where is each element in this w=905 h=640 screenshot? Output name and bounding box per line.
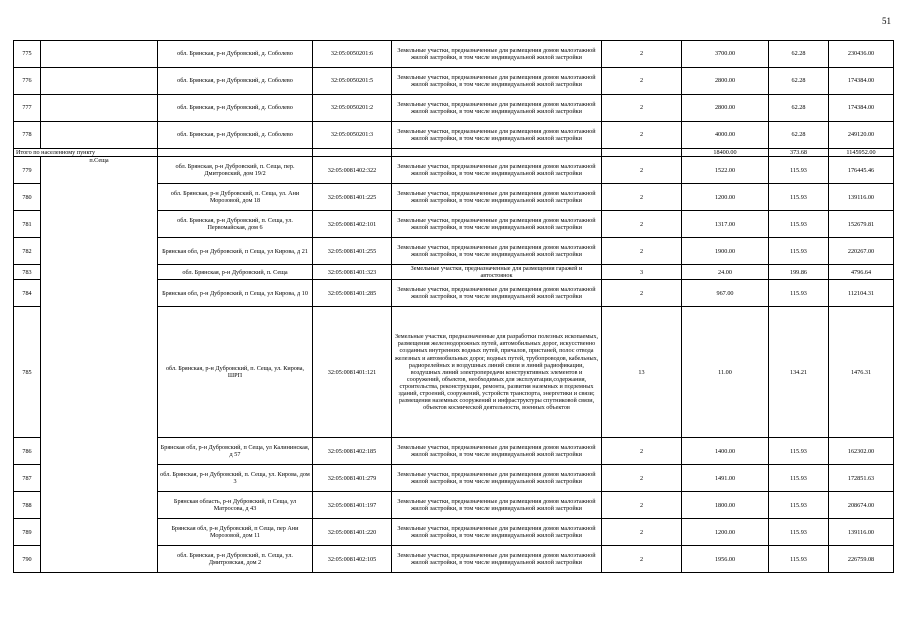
purpose-cell: Земельные участки, предназначенные для размещения домов малоэтажной жилой застройки, в том числе индивидуальной жилой застройки <box>392 238 602 265</box>
page-number: 51 <box>882 16 891 26</box>
cadastral-number: 32:05:0081401:323 <box>313 265 392 280</box>
cadastral-number: 32:05:0081401:121 <box>313 307 392 438</box>
sum-cell: 174384.00 <box>829 95 894 122</box>
sum-cell: 112104.31 <box>829 280 894 307</box>
cadastral-number: 32:05:0081401:197 <box>313 492 392 519</box>
group-cell: 2 <box>602 211 682 238</box>
address-cell: Брянская область, р-н Дубровский, п Сеща, ул Матросова, д 43 <box>158 492 313 519</box>
purpose-cell: Земельные участки, предназначенные для размещения домов малоэтажной жилой застройки, в том числе индивидуальной жилой застройки <box>392 546 602 573</box>
table-body <box>14 41 894 573</box>
row-number: 776 <box>14 68 41 95</box>
group-cell: 3 <box>602 265 682 280</box>
rate-cell: 115.93 <box>769 238 829 265</box>
area-cell: 1522.00 <box>682 157 769 184</box>
group-cell: 13 <box>602 307 682 438</box>
group-cell: 2 <box>602 519 682 546</box>
cadastral-number: 32:05:0081401:285 <box>313 280 392 307</box>
address-cell: обл. Брянская, р-н Дубровский, п. Сеща, ул. Кирова, ШРП <box>158 307 313 438</box>
rate-cell: 115.93 <box>769 211 829 238</box>
group-cell: 2 <box>602 157 682 184</box>
row-number: 788 <box>14 492 41 519</box>
rate-cell: 134.21 <box>769 307 829 438</box>
cadastral-number: 32:05:0081402:105 <box>313 546 392 573</box>
row-number: 784 <box>14 280 41 307</box>
group-cell: 2 <box>602 492 682 519</box>
cadastral-number: 32:05:0081401:220 <box>313 519 392 546</box>
purpose-cell: Земельные участки, предназначенные для размещения домов малоэтажной жилой застройки, в том числе индивидуальной жилой застройки <box>392 122 602 149</box>
address-cell: обл. Брянская, р-н Дубровский, п. Сеща, ул. Ани Морозовой, дом 18 <box>158 184 313 211</box>
area-cell: 11.00 <box>682 307 769 438</box>
row-number: 786 <box>14 438 41 465</box>
row-number: 779 <box>14 157 41 184</box>
sum-cell: 220267.00 <box>829 238 894 265</box>
address-cell: обл. Брянская, р-н Дубровский, д. Соболево <box>158 41 313 68</box>
address-cell: обл. Брянская, р-н Дубровский, д. Соболево <box>158 68 313 95</box>
table-row <box>14 157 894 184</box>
row-number: 777 <box>14 95 41 122</box>
area-cell: 2800.00 <box>682 95 769 122</box>
purpose-cell: Земельные участки, предназначенные для размещения домов малоэтажной жилой застройки, в том числе индивидуальной жилой застройки <box>392 211 602 238</box>
sum-cell: 162302.00 <box>829 438 894 465</box>
row-number: 787 <box>14 465 41 492</box>
row-number: 785 <box>14 307 41 438</box>
cadastral-number: 32:05:0050201:5 <box>313 68 392 95</box>
group-cell: 2 <box>602 238 682 265</box>
locality-cell <box>41 41 158 68</box>
address-cell: обл. Брянская, р-н Дубровский, д. Соболево <box>158 95 313 122</box>
subtotal-label: Итого по населенному пункту <box>14 149 158 157</box>
row-number: 778 <box>14 122 41 149</box>
rate-cell: 62.28 <box>769 122 829 149</box>
cadastral-number: 32:05:0050201:6 <box>313 41 392 68</box>
group-cell: 2 <box>602 41 682 68</box>
row-number: 781 <box>14 211 41 238</box>
area-cell: 4000.00 <box>682 122 769 149</box>
table-row <box>14 95 894 122</box>
cadastral-number: 32:05:0081401:279 <box>313 465 392 492</box>
address-cell: обл. Брянская, р-н Дубровский, п. Сеща, пер. Дмитровский, дом 19/2 <box>158 157 313 184</box>
rate-cell: 115.93 <box>769 157 829 184</box>
area-cell: 2800.00 <box>682 68 769 95</box>
area-cell: 1956.00 <box>682 546 769 573</box>
group-cell: 2 <box>602 438 682 465</box>
purpose-cell: Земельные участки, предназначенные для размещения домов малоэтажной жилой застройки, в том числе индивидуальной жилой застройки <box>392 492 602 519</box>
group-cell: 2 <box>602 184 682 211</box>
address-cell: Брянская обл, р-н Дубровский, п Сеща, ул Кирова, д 21 <box>158 238 313 265</box>
purpose-cell: Земельные участки, предназначенные для размещения домов малоэтажной жилой застройки, в том числе индивидуальной жилой застройки <box>392 184 602 211</box>
sum-cell: 174384.00 <box>829 68 894 95</box>
cadastral-number: 32:05:0081401:255 <box>313 238 392 265</box>
locality-cell: п.Сеща <box>41 157 158 573</box>
row-number: 775 <box>14 41 41 68</box>
cadastral-number: 32:05:0081401:225 <box>313 184 392 211</box>
rate-cell: 199.86 <box>769 265 829 280</box>
sum-cell: 208674.00 <box>829 492 894 519</box>
group-cell: 2 <box>602 280 682 307</box>
rate-cell: 62.28 <box>769 41 829 68</box>
cadastral-number: 32:05:0081402:101 <box>313 211 392 238</box>
row-number: 789 <box>14 519 41 546</box>
address-cell: обл. Брянская, р-н Дубровский, п. Сеща <box>158 265 313 280</box>
cadastral-number: 32:05:0050201:2 <box>313 95 392 122</box>
sum-cell: 172851.63 <box>829 465 894 492</box>
sum-cell: 152679.81 <box>829 211 894 238</box>
area-cell: 967.00 <box>682 280 769 307</box>
table-row <box>14 68 894 95</box>
area-cell: 1317.00 <box>682 211 769 238</box>
locality-cell <box>41 68 158 95</box>
rate-cell: 115.93 <box>769 465 829 492</box>
address-cell: обл. Брянская, р-н Дубровский, д. Соболево <box>158 122 313 149</box>
sum-cell: 139116.00 <box>829 184 894 211</box>
sum-cell: 1476.31 <box>829 307 894 438</box>
land-plots-table <box>13 40 894 573</box>
locality-cell <box>41 122 158 149</box>
sum-cell: 139116.00 <box>829 519 894 546</box>
table-row <box>14 122 894 149</box>
row-number: 790 <box>14 546 41 573</box>
purpose-cell: Земельные участки, предназначенные для размещения домов малоэтажной жилой застройки, в том числе индивидуальной жилой застройки <box>392 41 602 68</box>
address-cell: Брянская обл, р-н Дубровский, п Сеща, пер Ани Морозовой, дом 11 <box>158 519 313 546</box>
purpose-cell: Земельные участки, предназначенные для размещения домов малоэтажной жилой застройки, в том числе индивидуальной жилой застройки <box>392 438 602 465</box>
purpose-cell: Земельные участки, предназначенные для размещения домов малоэтажной жилой застройки, в том числе индивидуальной жилой застройки <box>392 157 602 184</box>
rate-cell: 115.93 <box>769 184 829 211</box>
subtotal-row <box>14 149 894 157</box>
area-cell: 1200.00 <box>682 519 769 546</box>
row-number: 783 <box>14 265 41 280</box>
cadastral-number: 32:05:0081402:322 <box>313 157 392 184</box>
sum-cell: 249120.00 <box>829 122 894 149</box>
sum-cell: 230436.00 <box>829 41 894 68</box>
rate-cell: 115.93 <box>769 438 829 465</box>
area-cell: 24.00 <box>682 265 769 280</box>
purpose-cell: Земельные участки, предназначенные для размещения домов малоэтажной жилой застройки, в том числе индивидуальной жилой застройки <box>392 280 602 307</box>
cadastral-number: 32:05:0050201:3 <box>313 122 392 149</box>
address-cell: обл. Брянская, р-н Дубровский, п. Сеща, ул. Первомайская, дом 6 <box>158 211 313 238</box>
group-cell: 2 <box>602 95 682 122</box>
rate-cell: 115.93 <box>769 546 829 573</box>
area-cell: 1400.00 <box>682 438 769 465</box>
area-cell: 1800.00 <box>682 492 769 519</box>
area-cell: 1200.00 <box>682 184 769 211</box>
row-number: 782 <box>14 238 41 265</box>
group-cell: 2 <box>602 465 682 492</box>
subtotal-rate: 373.68 <box>769 149 829 157</box>
area-cell: 3700.00 <box>682 41 769 68</box>
purpose-cell: Земельные участки, предназначенные для размещения домов малоэтажной жилой застройки, в том числе индивидуальной жилой застройки <box>392 68 602 95</box>
sum-cell: 176445.46 <box>829 157 894 184</box>
purpose-cell: Земельные участки, предназначенные для размещения гаражей и автостоянок <box>392 265 602 280</box>
address-cell: обл. Брянская, р-н Дубровский, п. Сеща, ул. Дмитровская, дом 2 <box>158 546 313 573</box>
cadastral-number: 32:05:0081402:185 <box>313 438 392 465</box>
table-row <box>14 41 894 68</box>
area-cell: 1491.00 <box>682 465 769 492</box>
purpose-cell: Земельные участки, предназначенные для размещения домов малоэтажной жилой застройки, в том числе индивидуальной жилой застройки <box>392 465 602 492</box>
subtotal-area: 18400.00 <box>682 149 769 157</box>
purpose-cell: Земельные участки, предназначенные для размещения домов малоэтажной жилой застройки, в том числе индивидуальной жилой застройки <box>392 519 602 546</box>
group-cell: 2 <box>602 68 682 95</box>
sum-cell: 4796.64 <box>829 265 894 280</box>
rate-cell: 62.28 <box>769 95 829 122</box>
address-cell: обл. Брянская, р-н Дубровский, п. Сеща, ул. Кирова, дом 3 <box>158 465 313 492</box>
row-number: 780 <box>14 184 41 211</box>
purpose-cell: Земельные участки, предназначенные для разработки полезных ископаемых, размещения железнодорожных путей, автомобильных дорог, искусственно созданных внутренних водных путей, причалов, пристаней, полос отвода железных и автомобильных дорог, водных путей, трубопроводов, кабельных, радиорелейных и воздушных линий связи и линий радиофикации, воздушных линий электропередачи конструктивных элементов и сооружений, объектов, необходимых для эксплуатации,содержания, строительства, реконструкции, ремонта, развития наземных и подземных зданий, строений, сооружений, устройств транспорта, энергетики и связи; размещения наземных сооружений и инфраструктуры спутниковой связи, объектов космической деятельности, военных объектов <box>392 307 602 438</box>
area-cell: 1900.00 <box>682 238 769 265</box>
rate-cell: 115.93 <box>769 519 829 546</box>
subtotal-sum: 1145952.00 <box>829 149 894 157</box>
group-cell: 2 <box>602 546 682 573</box>
locality-cell <box>41 95 158 122</box>
rate-cell: 115.93 <box>769 492 829 519</box>
rate-cell: 62.28 <box>769 68 829 95</box>
sum-cell: 226759.08 <box>829 546 894 573</box>
group-cell: 2 <box>602 122 682 149</box>
purpose-cell: Земельные участки, предназначенные для размещения домов малоэтажной жилой застройки, в том числе индивидуальной жилой застройки <box>392 95 602 122</box>
address-cell: Брянская обл, р-н Дубровский, п Сеща, ул Калининская, д 57 <box>158 438 313 465</box>
rate-cell: 115.93 <box>769 280 829 307</box>
address-cell: Брянская обл, р-н Дубровский, п Сеща, ул Кирова, д 10 <box>158 280 313 307</box>
